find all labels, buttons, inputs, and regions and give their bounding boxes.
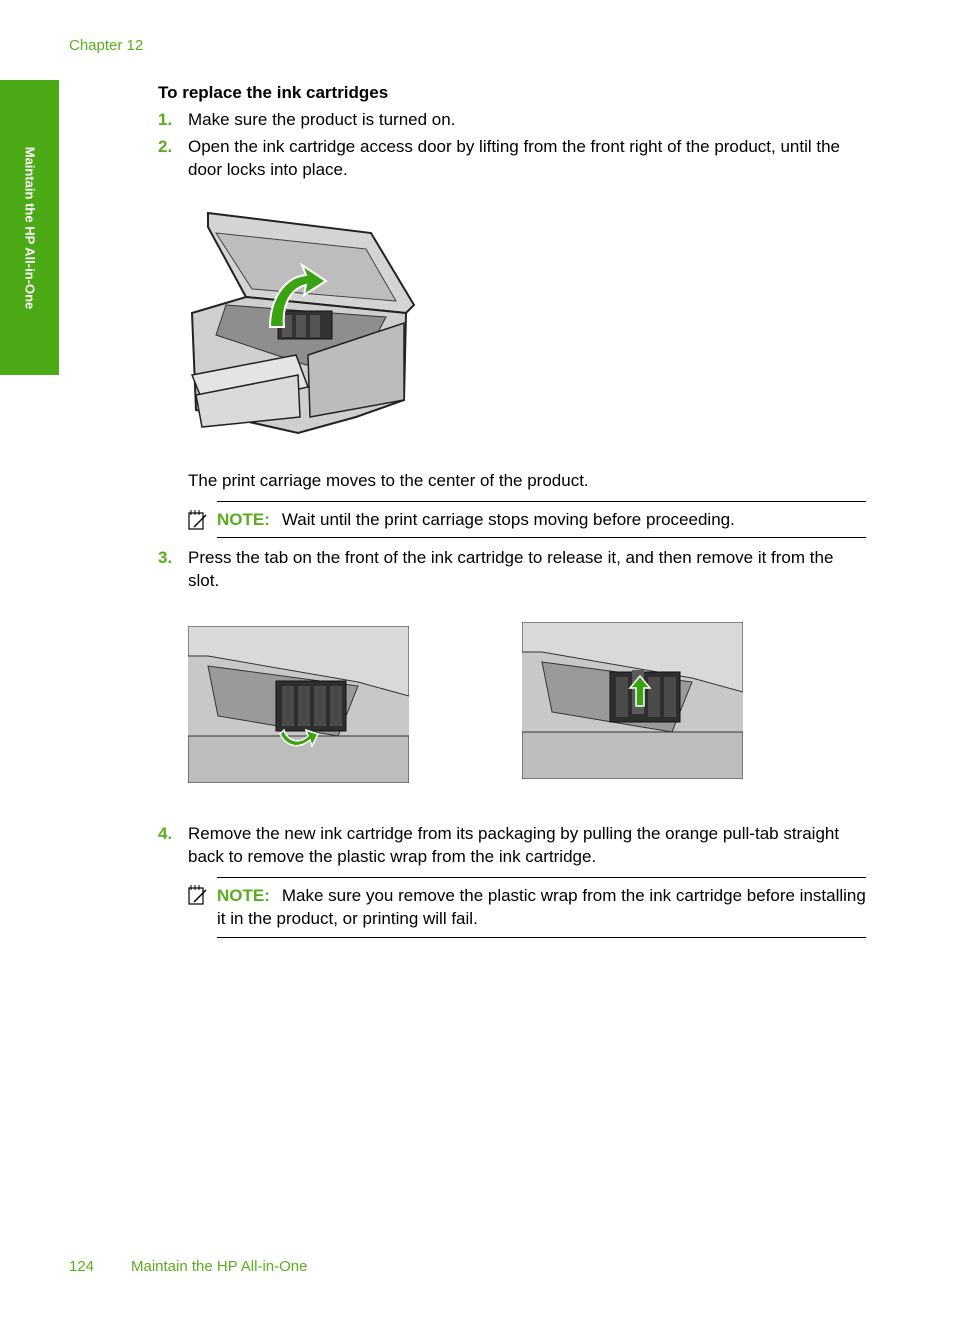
- page-number: 124: [69, 1258, 95, 1275]
- step-2: [158, 135, 866, 181]
- step-text: Open the ink cartridge access door by lifting from the front right of the product, until the door locks into place.: [188, 137, 841, 179]
- note-icon: [188, 884, 208, 906]
- side-tab-label: Maintain the HP All-in-One: [22, 146, 38, 310]
- step-number: 4.: [158, 824, 173, 843]
- note-text: Wait until the print carriage stops moving before proceeding.: [281, 510, 735, 529]
- step-text: Remove the new ink cartridge from its packaging by pulling the orange pull-tab straight back to remove the plastic wrap from the ink cartridge.: [188, 824, 840, 866]
- step-text: Press the tab on the front of the ink cartridge to release it, and then remove it from the slot.: [188, 548, 834, 590]
- step-number: 2.: [158, 137, 173, 156]
- step-3: [158, 546, 866, 592]
- footer-section: Maintain the HP All-in-One: [131, 1258, 308, 1275]
- step-4: [158, 822, 866, 868]
- step-number: 1.: [158, 110, 173, 129]
- note-1: [217, 501, 866, 538]
- step-number: 3.: [158, 548, 173, 567]
- chapter-label: Chapter 12: [69, 37, 144, 54]
- side-tab: [0, 80, 59, 375]
- note-text: Make sure you remove the plastic wrap from the ink cartridge before installing it in the product, or printing will fail.: [217, 886, 866, 928]
- release-cartridge-figure: [188, 626, 409, 783]
- note-label: NOTE:: [217, 510, 270, 529]
- step-1: [158, 108, 866, 131]
- note-icon: [188, 509, 208, 531]
- remove-cartridge-figure: [522, 622, 743, 779]
- note-2: [217, 877, 866, 938]
- carriage-text: The print carriage moves to the center of the product.: [188, 471, 589, 490]
- step-text: Make sure the product is turned on.: [188, 110, 456, 129]
- printer-open-door-figure: [186, 205, 416, 437]
- note-label: NOTE:: [217, 886, 270, 905]
- procedure-title: To replace the ink cartridges: [158, 83, 389, 102]
